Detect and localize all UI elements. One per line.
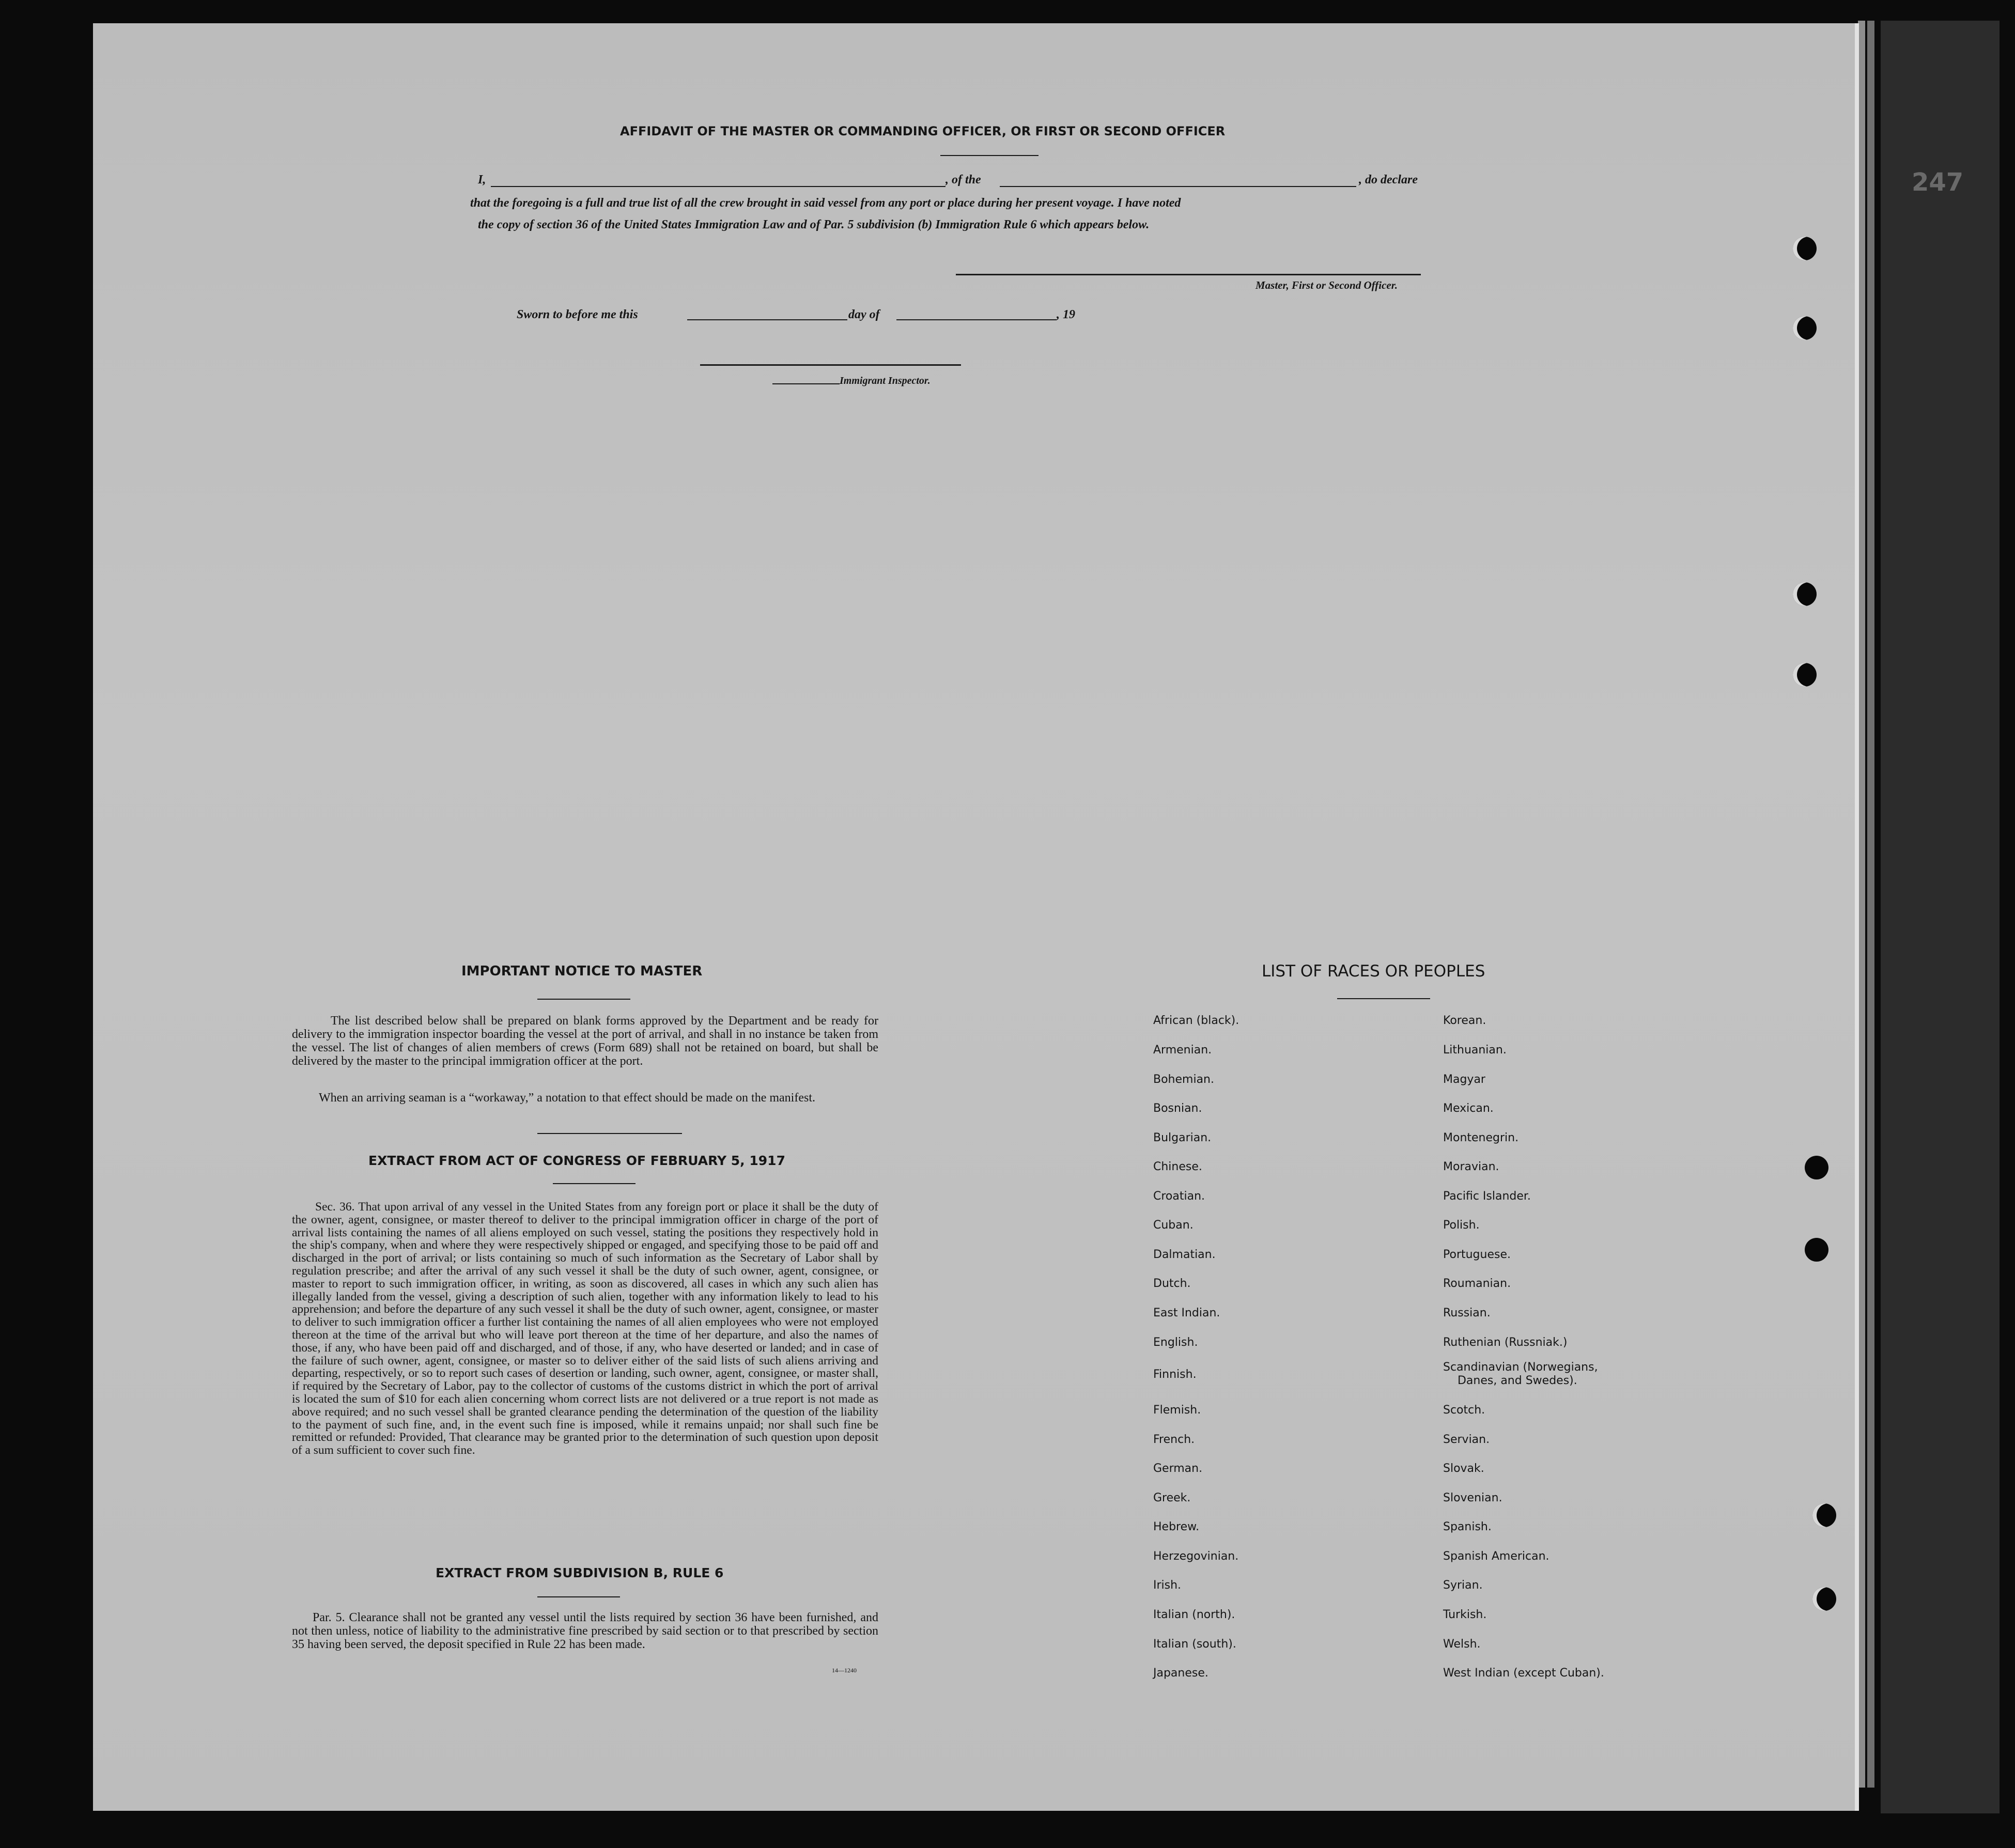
affidavit-line-3: the copy of section 36 of the United States Immigration Law and of Par. 5 subdivision (b) Immigration Rule 6 which appears below. bbox=[478, 218, 1150, 231]
race-item: French. bbox=[1153, 1433, 1195, 1446]
binder-hole bbox=[1793, 237, 1817, 260]
race-item: Spanish. bbox=[1443, 1520, 1492, 1533]
race-item: Magyar bbox=[1443, 1073, 1485, 1086]
race-item: Slovak. bbox=[1443, 1462, 1484, 1475]
race-item: Montenegrin. bbox=[1443, 1131, 1519, 1144]
race-item: Pacific Islander. bbox=[1443, 1190, 1531, 1203]
race-item: Servian. bbox=[1443, 1433, 1490, 1446]
race-item: Greek. bbox=[1153, 1492, 1191, 1504]
ledger-tab-strip bbox=[1881, 21, 2000, 1813]
binder-hole bbox=[1812, 1503, 1836, 1527]
notice-title: IMPORTANT NOTICE TO MASTER bbox=[461, 964, 703, 979]
race-item: Turkish. bbox=[1443, 1608, 1487, 1621]
signature-caption: Master, First or Second Officer. bbox=[1256, 279, 1398, 291]
page-edge bbox=[1858, 21, 1865, 1788]
race-item: West Indian (except Cuban). bbox=[1443, 1667, 1604, 1680]
page-edge bbox=[1867, 21, 1874, 1788]
race-item: Irish. bbox=[1153, 1579, 1182, 1592]
race-item: Welsh. bbox=[1443, 1638, 1481, 1651]
divider bbox=[940, 155, 1038, 156]
race-item: Herzegovinian. bbox=[1153, 1550, 1239, 1563]
affidavit-of-the-label: , of the bbox=[946, 173, 981, 187]
race-item: Scotch. bbox=[1443, 1404, 1485, 1417]
race-item: Mexican. bbox=[1443, 1102, 1494, 1115]
race-item: Dalmatian. bbox=[1153, 1248, 1216, 1261]
notice-paragraph: When an arriving seaman is a “workaway,” a notation to that effect should be made on the manifest. bbox=[319, 1091, 815, 1105]
race-item: Dutch. bbox=[1153, 1277, 1191, 1290]
races-title: LIST OF RACES OR PEOPLES bbox=[1262, 962, 1485, 981]
notice-paragraph: The list described below shall be prepared on blank forms approved by the Department and be ready for delivery to the immigration inspector boarding the vessel at the port of arrival, and shall in no instance be taken from the vessel. The list of changes of alien members of crews (Form 689) shall not be retained on board, but shall be delivered by the master to the principal immigration officer at the port. bbox=[292, 1014, 878, 1068]
binder-hole bbox=[1793, 316, 1817, 340]
race-item: English. bbox=[1153, 1336, 1198, 1349]
signature-line[interactable] bbox=[956, 274, 1421, 275]
race-item: Armenian. bbox=[1153, 1044, 1212, 1057]
race-item: Chinese. bbox=[1153, 1160, 1202, 1173]
race-item: Italian (south). bbox=[1153, 1638, 1236, 1651]
rule-extract-text: Par. 5. Clearance shall not be granted any vessel until the lists required by section 36 have been furnished, and not then unless, notice of liability to the administrative fine prescribed by said section or to that prescribed by section 35 having been served, the deposit specified in Rule 22 has been made. bbox=[292, 1611, 878, 1651]
affidavit-declare-label: , do declare bbox=[1359, 173, 1418, 187]
race-item: Bulgarian. bbox=[1153, 1131, 1212, 1144]
race-item: Flemish. bbox=[1153, 1404, 1201, 1417]
divider bbox=[1337, 998, 1430, 999]
race-item: Scandinavian (Norwegians, Danes, and Swedes). bbox=[1443, 1361, 1598, 1387]
sworn-label: Sworn to before me this bbox=[517, 308, 638, 321]
month-blank[interactable] bbox=[896, 319, 1057, 320]
year-label: , 19 bbox=[1057, 308, 1075, 321]
race-item: Croatian. bbox=[1153, 1190, 1205, 1203]
race-item: Russian. bbox=[1443, 1307, 1491, 1319]
race-item: Portuguese. bbox=[1443, 1248, 1511, 1261]
divider bbox=[537, 1596, 620, 1597]
race-item: Syrian. bbox=[1443, 1579, 1483, 1592]
divider bbox=[537, 999, 630, 1000]
race-item: Ruthenian (Russniak.) bbox=[1443, 1336, 1568, 1349]
race-item: Japanese. bbox=[1153, 1667, 1208, 1680]
inspector-caption: Immigrant Inspector. bbox=[840, 375, 931, 386]
page-number: 247 bbox=[1912, 168, 1964, 197]
vessel-blank[interactable] bbox=[1000, 186, 1356, 187]
binder-hole bbox=[1805, 1156, 1828, 1179]
affidavit-line-2: that the foregoing is a full and true list of all the crew brought in said vessel from any port or place during her present voyage. I have noted bbox=[470, 196, 1181, 210]
race-item: Roumanian. bbox=[1443, 1277, 1511, 1290]
race-item: Moravian. bbox=[1443, 1160, 1499, 1173]
race-item: Bosnian. bbox=[1153, 1102, 1202, 1115]
act-extract-title: EXTRACT FROM ACT OF CONGRESS OF FEBRUARY 5, 1917 bbox=[368, 1153, 785, 1168]
race-item: Finnish. bbox=[1153, 1368, 1197, 1381]
race-item: Korean. bbox=[1443, 1014, 1486, 1027]
race-item: Italian (north). bbox=[1153, 1608, 1235, 1621]
binder-hole bbox=[1793, 582, 1817, 606]
race-item: Slovenian. bbox=[1443, 1492, 1502, 1504]
name-blank[interactable] bbox=[491, 186, 946, 187]
manifest-page bbox=[93, 23, 1859, 1811]
race-item: African (black). bbox=[1153, 1014, 1239, 1027]
affidavit-title: AFFIDAVIT OF THE MASTER OR COMMANDING OFFICER, OR FIRST OR SECOND OFFICER bbox=[620, 124, 1226, 138]
day-blank[interactable] bbox=[687, 319, 847, 320]
race-item: Polish. bbox=[1443, 1219, 1480, 1232]
race-item: Bohemian. bbox=[1153, 1073, 1214, 1086]
race-item: Spanish American. bbox=[1443, 1550, 1549, 1563]
form-number: 14—1240 bbox=[832, 1667, 857, 1674]
race-item: German. bbox=[1153, 1462, 1203, 1475]
day-of-label: day of bbox=[848, 308, 880, 321]
divider bbox=[553, 1183, 636, 1184]
affidavit-i-label: I, bbox=[478, 173, 486, 187]
race-item: Hebrew. bbox=[1153, 1520, 1200, 1533]
inspector-signature-line[interactable] bbox=[700, 364, 961, 366]
inspector-caption-rule bbox=[772, 383, 840, 384]
race-item: Cuban. bbox=[1153, 1219, 1194, 1232]
binder-hole bbox=[1793, 663, 1817, 687]
binder-hole bbox=[1812, 1587, 1836, 1611]
race-item: East Indian. bbox=[1153, 1307, 1220, 1319]
binder-hole bbox=[1805, 1238, 1828, 1262]
rule-extract-title: EXTRACT FROM SUBDIVISION B, RULE 6 bbox=[436, 1565, 724, 1580]
divider bbox=[537, 1133, 682, 1134]
act-extract-text: Sec. 36. That upon arrival of any vessel in the United States from any foreign port or place it shall be the duty of the owner, agent, consignee, or master thereof to deliver to the principal immigration officer in charge of the port of arrival lists containing the names of all aliens employed on such vessel, stating the positions they respectively hold in the ship's company, when and where they were respectively shipped or engaged, and specifying those to be paid off and discharged in the port of arrival; or lists containing so much of such information as the Secretary of Labor shall by regulation prescribe; and after the arrival of any such vessel it shall be the duty of such owner, agent, consignee, or master to report to such immigration officer, in writing, as soon as discovered, all cases in which any such alien has illegally landed from the vessel, giving a description of such alien, together with any information likely to lead to his apprehension; and before the departure of any such vessel it shall be the duty of such owner, agent, consignee, or master to deliver to such immigration officer a further list containing the names of all alien employees who were not employed thereon at the time of the arrival but who will leave port thereon at the time of her departure, and also the names of those, if any, who have been paid off and discharged, and of those, if any, who have deserted or landed; and in case of the failure of such owner, agent, consignee, or master so to deliver either of the said lists of such aliens arriving and departing, respectively, or so to report such cases of desertion or landing, such owner, agent, consignee, or master shall, if required by the Secretary of Labor, pay to the collector of customs of the customs district in which the port of arrival is located the sum of $10 for each alien concerning whom correct lists are not delivered or a true report is not made as above required; and no such vessel shall be granted clearance pending the determination of the question of the liability to the payment of such fine, and, in the event such fine is imposed, while it remains unpaid; nor shall such fine be remitted or refunded: Provided, That clearance may be granted prior to the determination of such question upon deposit of a sum sufficient to cover such fine. bbox=[292, 1200, 878, 1457]
race-item: Lithuanian. bbox=[1443, 1044, 1507, 1057]
